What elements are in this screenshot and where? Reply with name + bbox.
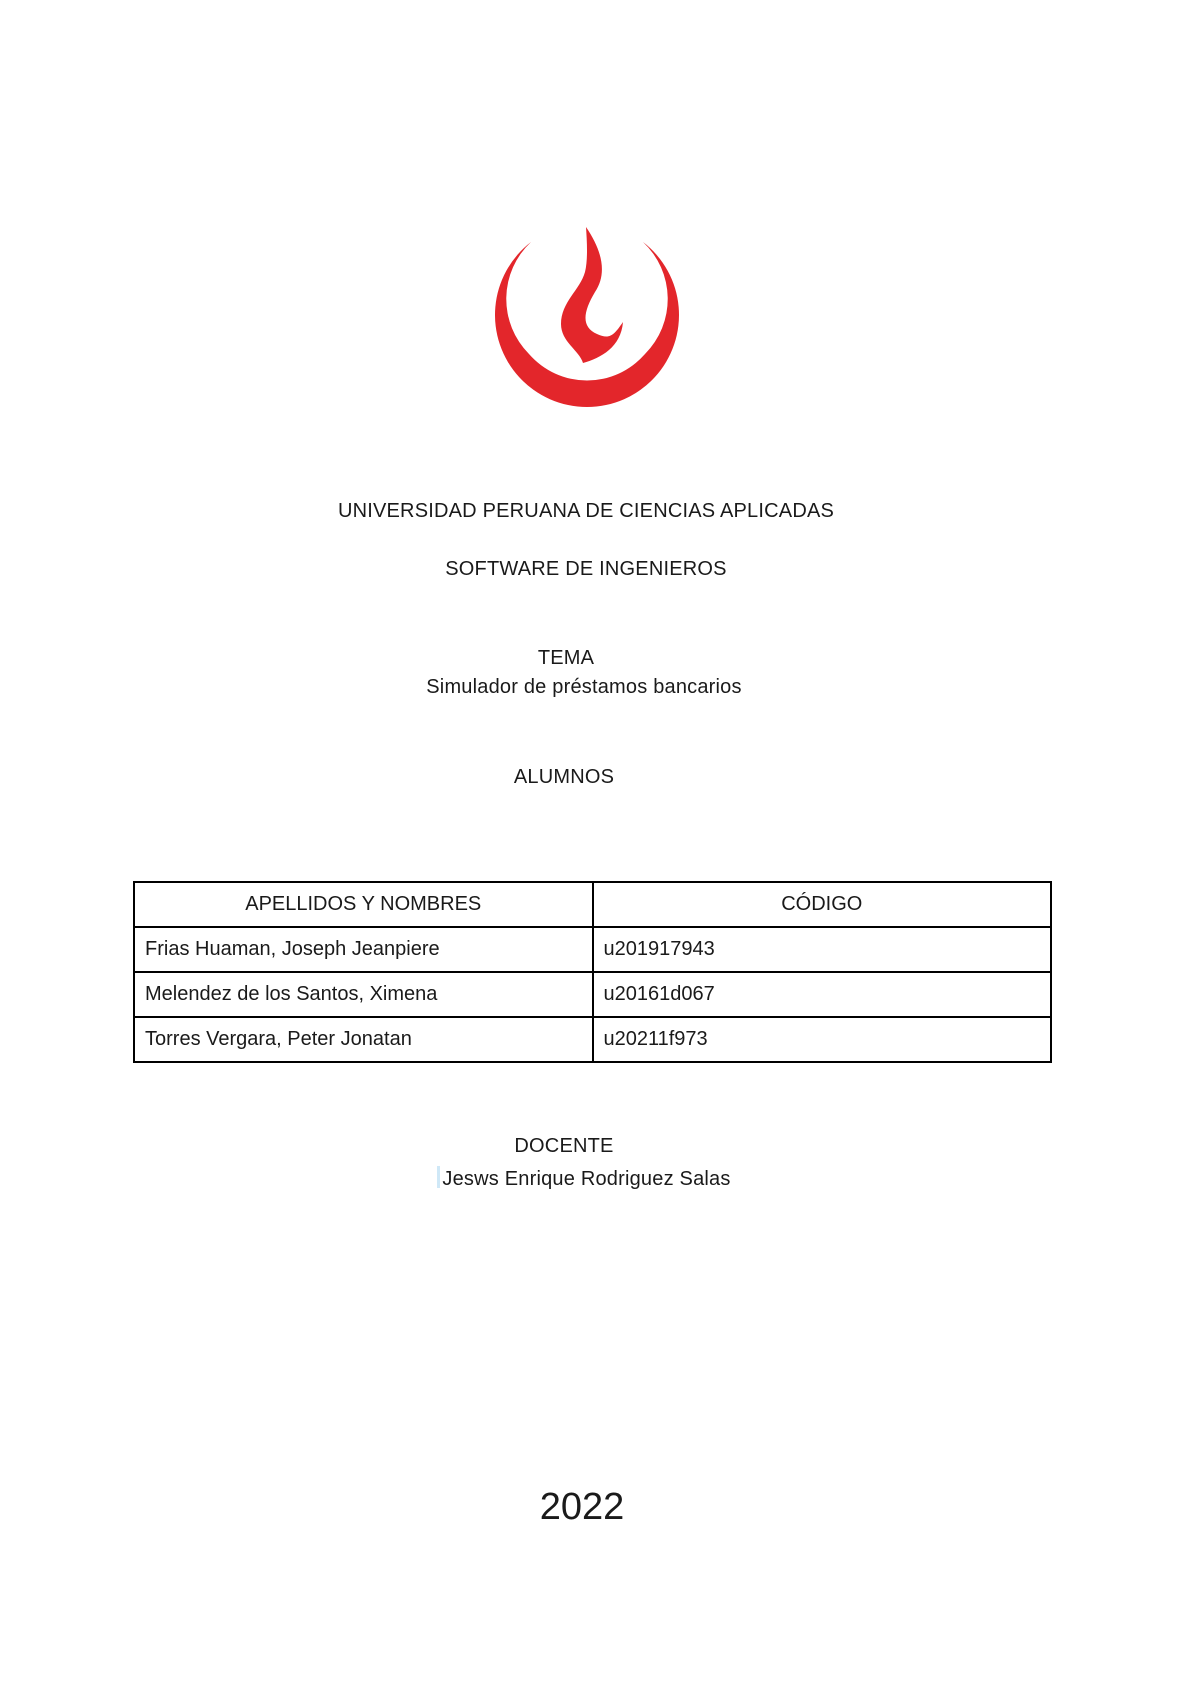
student-name: Melendez de los Santos, Ximena (134, 972, 593, 1017)
student-code: u20161d067 (593, 972, 1052, 1017)
student-name: Frias Huaman, Joseph Jeanpiere (134, 927, 593, 972)
text-cursor-mark (437, 1166, 440, 1188)
tema-label: TEMA (537, 647, 595, 669)
course-name: SOFTWARE DE INGENIEROS (445, 558, 727, 580)
column-header-name: APELLIDOS Y NOMBRES (134, 882, 593, 927)
column-header-code: CÓDIGO (593, 882, 1052, 927)
docente-value: Jesws Enrique Rodriguez Salas (442, 1168, 731, 1190)
table-row (134, 1017, 1051, 1062)
table-row (134, 927, 1051, 972)
table-row (134, 972, 1051, 1017)
student-code: u20211f973 (593, 1017, 1052, 1062)
docente-label: DOCENTE (514, 1135, 614, 1157)
tema-value: Simulador de préstamos bancarios (426, 676, 742, 698)
university-name: UNIVERSIDAD PERUANA DE CIENCIAS APLICADAS (337, 500, 835, 522)
student-code: u201917943 (593, 927, 1052, 972)
student-name: Torres Vergara, Peter Jonatan (134, 1017, 593, 1062)
upc-logo-icon (495, 222, 680, 407)
students-table (133, 881, 1052, 1063)
table-header-row (134, 882, 1051, 927)
year: 2022 (539, 1486, 625, 1528)
docente-line (0, 1166, 1184, 1191)
alumnos-label: ALUMNOS (513, 766, 615, 788)
logo-flame (561, 227, 623, 363)
